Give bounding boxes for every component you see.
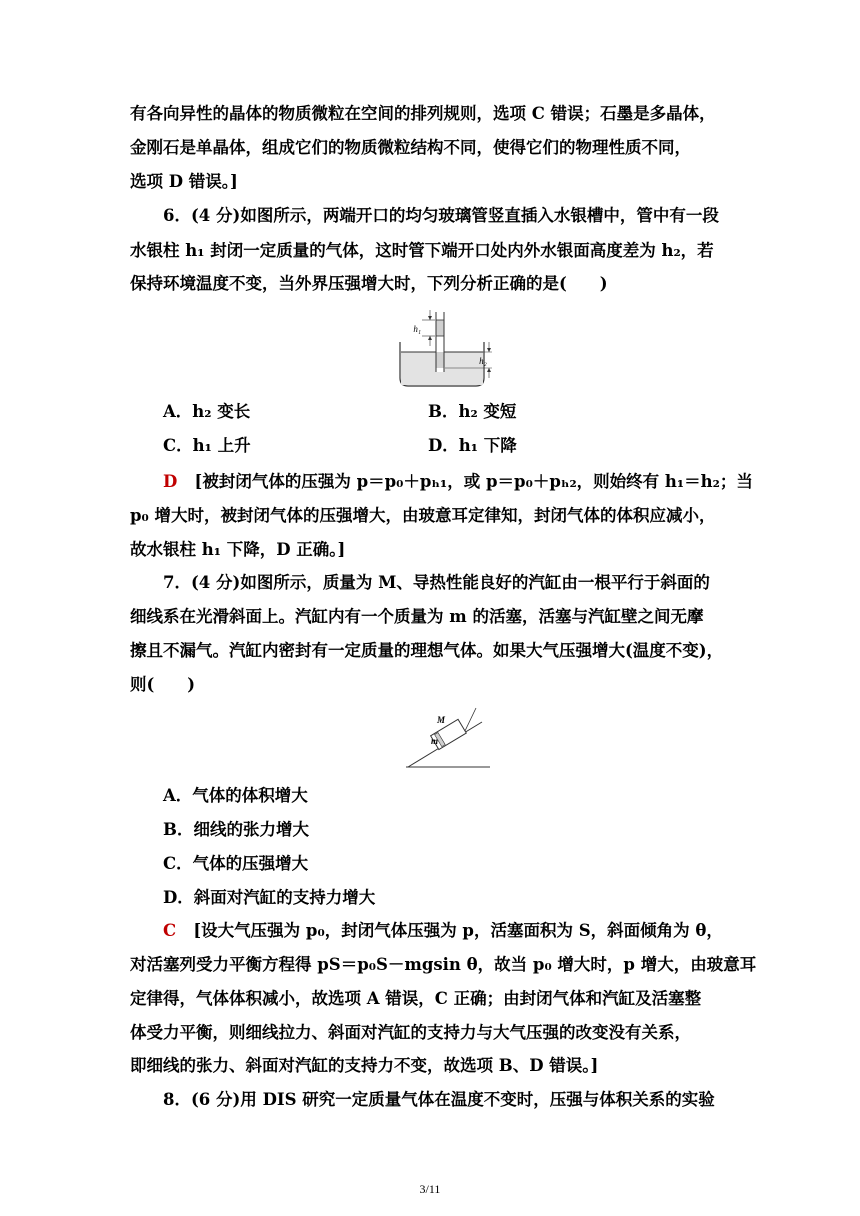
question-6-line: 保持环境温度不变，当外界压强增大时，下列分析正确的是( ) — [130, 274, 608, 293]
question-7-line: 擦且不漏气。汽缸内密封有一定质量的理想气体。如果大气压强增大(温度不变)， — [130, 641, 724, 660]
explanation-line: p₀ 增大时，被封闭气体的压强增大，由玻意耳定律知，封闭气体的体积应减小， — [130, 506, 716, 525]
question-number: 7． — [163, 573, 191, 592]
question-6-line: 水银柱 h₁ 封闭一定质量的气体，这时管下端开口处内外水银面高度差为 h₂，若 — [130, 241, 714, 260]
option-a: A．气体的体积增大 — [163, 786, 308, 805]
question-text: 如图所示，两端开口的均匀玻璃管竖直插入水银槽中，管中有一段 — [240, 206, 719, 225]
cylinder-on-incline-figure — [404, 704, 494, 772]
question-score: (4 分) — [190, 573, 241, 592]
h1-label: h₁ — [413, 324, 421, 334]
question-7-stem — [163, 567, 763, 599]
question-score: (4 分) — [190, 206, 241, 225]
question-7-line: 细线系在光滑斜面上。汽缸内有一个质量为 m 的活塞，活塞与汽缸壁之间无摩 — [130, 607, 704, 626]
explanation-text: [被封闭气体的压强为 p＝p₀＋pₕ₁，或 p＝p₀＋pₕ₂，则始终有 h₁＝h₂；当 — [194, 472, 753, 491]
explanation-line: 体受力平衡，则细线拉力、斜面对汽缸的支持力与大气压强的改变没有关系， — [130, 1023, 691, 1042]
explanation-text: [设大气压强为 p₀，封闭气体压强为 p，活塞面积为 S，斜面倾角为 θ， — [193, 921, 723, 940]
paragraph-line: 有各向异性的晶体的物质微粒在空间的排列规则，选项 C 错误；石墨是多晶体， — [130, 104, 716, 123]
answer-letter: C — [163, 921, 177, 940]
paragraph-line: 金刚石是单晶体，组成它们的物质微粒结构不同，使得它们的物理性质不同， — [130, 138, 691, 157]
explanation-line: 定律得，气体体积减小，故选项 A 错误，C 正确；由封闭气体和汽缸及活塞整 — [130, 989, 702, 1008]
option-c: C．气体的压强增大 — [163, 854, 309, 873]
option-d: D．h₁ 下降 — [428, 436, 517, 455]
option-a: A．h₂ 变长 — [163, 402, 251, 421]
answer-explanation — [163, 915, 763, 947]
question-8-stem — [163, 1084, 763, 1116]
answer-explanation — [163, 466, 763, 498]
option-d: D．斜面对汽缸的支持力增大 — [163, 888, 376, 907]
explanation-line: 即细线的张力、斜面对汽缸的支持力不变，故选项 B、D 错误。] — [130, 1056, 599, 1075]
option-b: B．细线的张力增大 — [163, 820, 309, 839]
question-7-line: 则( ) — [130, 675, 196, 694]
question-number: 6． — [163, 206, 191, 225]
mercury-tube-figure — [392, 302, 502, 390]
paragraph-line: 选项 D 错误。] — [130, 172, 238, 191]
option-c: C．h₁ 上升 — [163, 436, 251, 455]
question-score: (6 分) — [190, 1090, 241, 1109]
question-text: 用 DIS 研究一定质量气体在温度不变时，压强与体积关系的实验 — [240, 1090, 715, 1109]
M-label: M — [437, 715, 446, 725]
answer-letter: D — [163, 472, 178, 491]
h2-label: h₂ — [479, 356, 487, 366]
question-6-stem — [163, 200, 763, 232]
question-text: 如图所示，质量为 M、导热性能良好的汽缸由一根平行于斜面的 — [240, 573, 710, 592]
page-number: 3/11 — [419, 1182, 441, 1196]
explanation-line: 故水银柱 h₁ 下降，D 正确。] — [130, 540, 346, 559]
m-label: m — [431, 736, 439, 746]
option-b: B．h₂ 变短 — [428, 402, 517, 421]
question-number: 8． — [163, 1090, 191, 1109]
explanation-line: 对活塞列受力平衡方程得 pS＝p₀S－mgsin θ，故当 p₀ 增大时，p 增大，由玻意耳 — [130, 955, 757, 974]
